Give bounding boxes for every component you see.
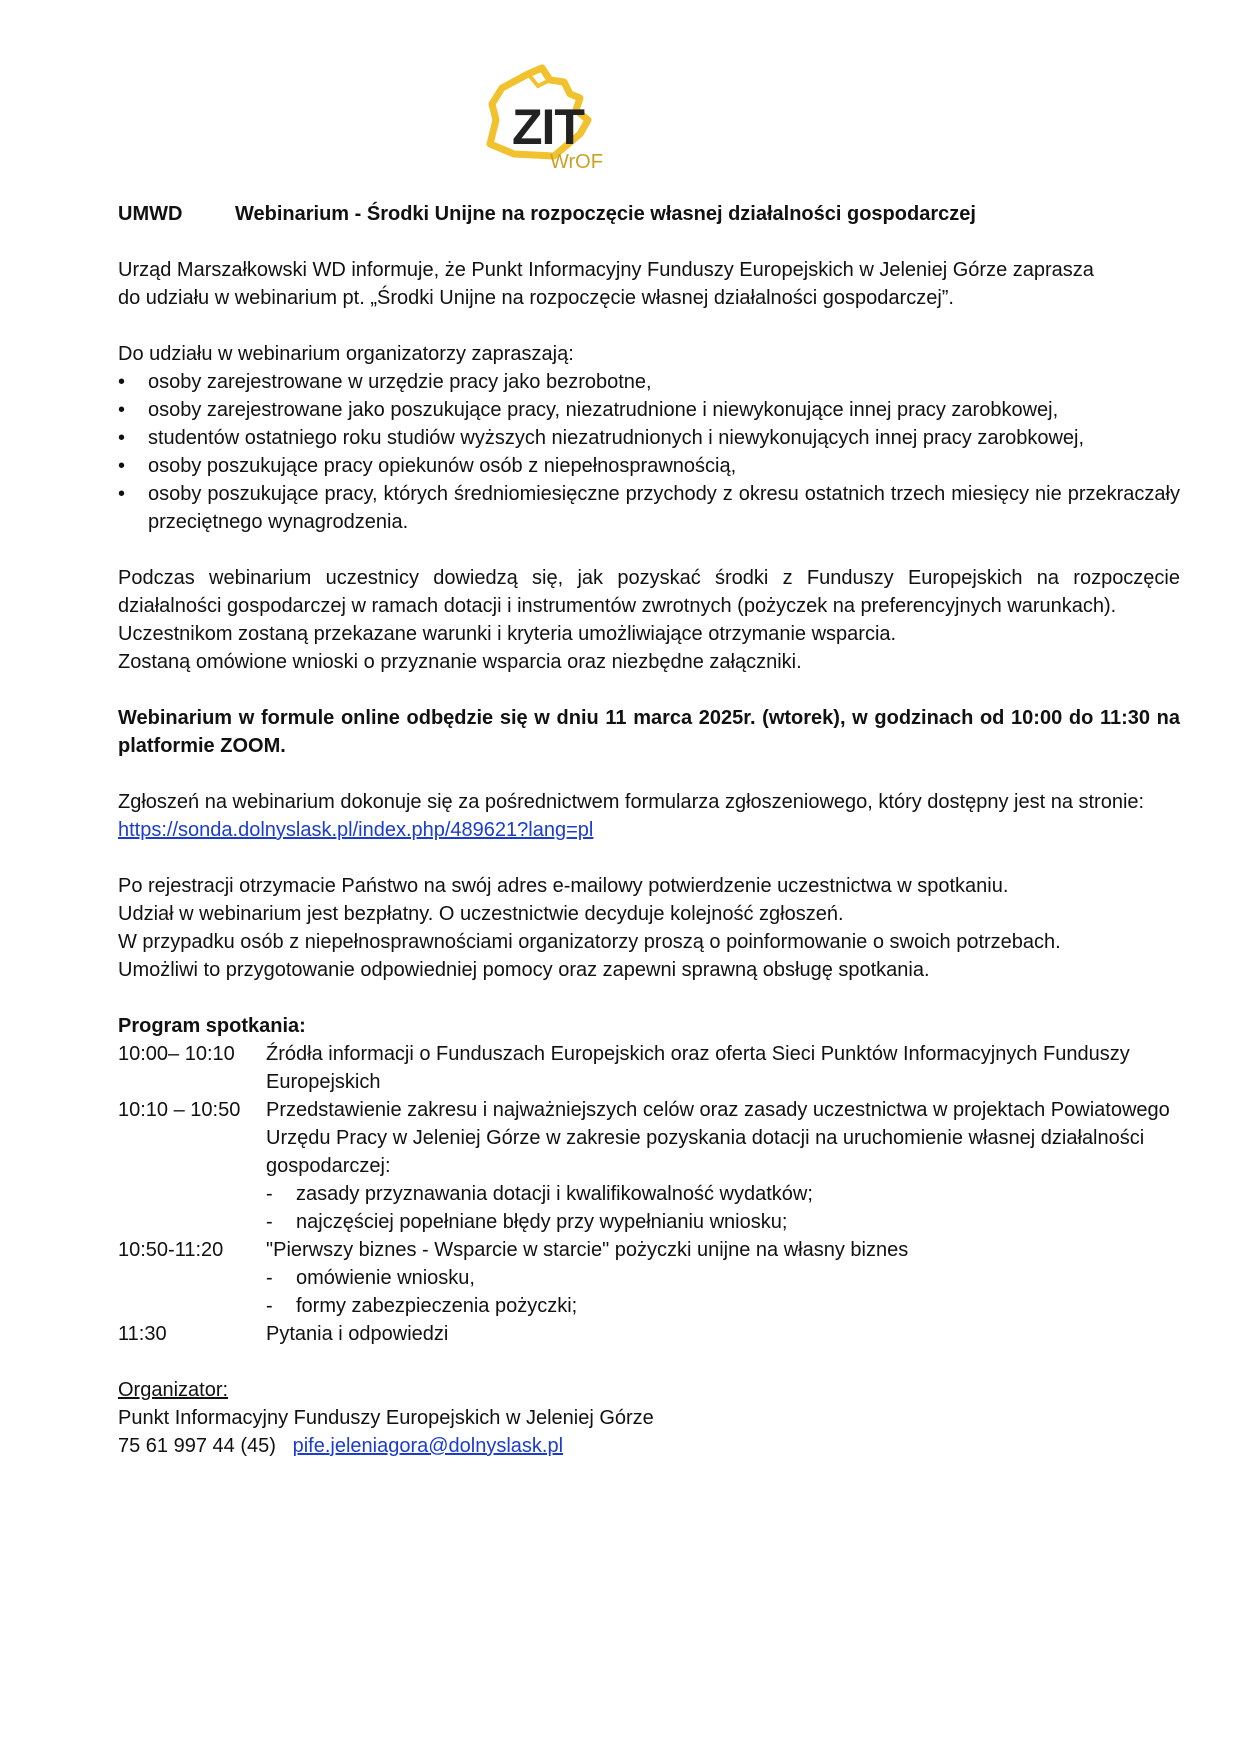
program-time: 10:50-11:20 xyxy=(118,1239,224,1261)
organizer-name: Punkt Informacyjny Funduszy Europejskich w Jeleniej Górze xyxy=(118,1407,654,1429)
organizer-heading: Organizator: xyxy=(118,1379,229,1401)
during-line-2: Uczestnikom zostaną przekazane warunki i kryteria umożliwiające otrzymanie wsparcia. xyxy=(118,623,897,645)
info-line: Po rejestracji otrzymacie Państwo na swój adres e-mailowy potwierdzenie uczestnictwa w spotkaniu. xyxy=(118,875,1009,897)
program-subitem: - formy zabezpieczenia pożyczki; xyxy=(266,1295,578,1317)
registration-link[interactable]: https://sonda.dolnyslask.pl/index.php/489621?lang=pl xyxy=(118,819,594,841)
organizer-phone: 75 61 997 44 (45) xyxy=(118,1435,276,1457)
document-title xyxy=(118,200,1180,228)
info-line: Udział w webinarium jest bezpłatny. O uczestnictwie decyduje kolejność zgłoszeń. xyxy=(118,903,844,925)
program-desc: Pytania i odpowiedzi xyxy=(266,1323,449,1345)
program-subitem: - zasady przyznawania dotacji i kwalifikowalność wydatków; xyxy=(266,1183,813,1205)
program-desc: Przedstawienie zakresu i najważniejszych celów oraz zasady uczestnictwa w projektach Powiatowego Urzędu Pracy w Jeleniej Górze w zakresie pozyskania dotacji na uruchomienie własnej działalności gospodarczej: xyxy=(266,1099,1170,1177)
event-date-notice: Webinarium w formule online odbędzie się w dniu 11 marca 2025r. (wtorek), w godzinach od 10:00 do 11:30 na platformie ZOOM. xyxy=(118,707,1180,757)
intro-line-1: Urząd Marszałkowski WD informuje, że Punkt Informacyjny Funduszy Europejskich w Jeleniej Górze zaprasza xyxy=(118,259,1094,281)
organizer-email-link[interactable]: pife.jeleniagora@dolnyslask.pl xyxy=(292,1435,564,1457)
during-line-3: Zostaną omówione wnioski o przyznanie wsparcia oraz niezbędne załączniki. xyxy=(118,651,802,673)
list-item: • studentów ostatniego roku studiów wyższych niezatrudnionych i niewykonujących innej pracy zarobkowej, xyxy=(118,424,1180,452)
list-item: • osoby zarejestrowane jako poszukujące pracy, niezatrudnione i niewykonujące innej pracy zarobkowej, xyxy=(118,396,1180,424)
info-line: W przypadku osób z niepełnosprawnościami organizatorzy proszą o poinformowanie o swoich potrzebach. xyxy=(118,931,1061,953)
logo-graphic xyxy=(484,64,614,176)
document-body xyxy=(118,200,1180,1460)
logo-main-text: ZIT xyxy=(512,99,584,155)
title-text: Webinarium - Środki Unijne na rozpoczęcie własnej działalności gospodarczej xyxy=(235,203,976,225)
program-time: 10:10 – 10:50 xyxy=(118,1099,241,1121)
program-row xyxy=(118,1096,1180,1236)
during-paragraph: Podczas webinarium uczestnicy dowiedzą się, jak pozyskać środki z Funduszy Europejskich na rozpoczęcie działalności gospodarczej w ramach dotacji i instrumentów zwrotnych (pożyczek na preferencyjnych warunkach). xyxy=(118,567,1180,617)
intro-line-2: do udziału w webinarium pt. „Środki Unijne na rozpoczęcie własnej działalności gospodarczej”. xyxy=(118,287,954,309)
zit-wrof-logo xyxy=(484,64,614,176)
program-row xyxy=(118,1320,1180,1348)
invite-lead: Do udziału w webinarium organizatorzy zapraszają: xyxy=(118,343,574,365)
invite-list xyxy=(118,368,1180,536)
registration-text: Zgłoszeń na webinarium dokonuje się za pośrednictwem formularza zgłoszeniowego, który dostępny jest na stronie: xyxy=(118,791,1145,813)
program-row xyxy=(118,1040,1180,1096)
list-item: • osoby zarejestrowane w urzędzie pracy jako bezrobotne, xyxy=(118,368,1180,396)
program-heading: Program spotkania: xyxy=(118,1015,306,1037)
program-desc: "Pierwszy biznes - Wsparcie w starcie" pożyczki unijne na własny biznes xyxy=(266,1239,909,1261)
program-subitem: - omówienie wniosku, xyxy=(266,1267,475,1289)
program-time: 11:30 xyxy=(118,1323,167,1345)
organizer-contact xyxy=(118,1432,1180,1460)
program-row xyxy=(118,1236,1180,1320)
org-abbrev: UMWD xyxy=(118,203,183,225)
program-time: 10:00– 10:10 xyxy=(118,1043,235,1065)
list-item: • osoby poszukujące pracy, których średniomiesięczne przychody z okresu ostatnich trzech miesięcy nie przekraczały przeciętnego wynagrodzenia. xyxy=(118,480,1180,536)
program-desc: Źródła informacji o Funduszach Europejskich oraz oferta Sieci Punktów Informacyjnych Funduszy Europejskich xyxy=(266,1043,1130,1093)
info-line: Umożliwi to przygotowanie odpowiedniej pomocy oraz zapewni sprawną obsługę spotkania. xyxy=(118,959,930,981)
logo-sub-text: WrOF xyxy=(550,151,603,173)
program-subitem: - najczęściej popełniane błędy przy wypełnianiu wniosku; xyxy=(266,1211,788,1233)
list-item: • osoby poszukujące pracy opiekunów osób z niepełnosprawnością, xyxy=(118,452,1180,480)
